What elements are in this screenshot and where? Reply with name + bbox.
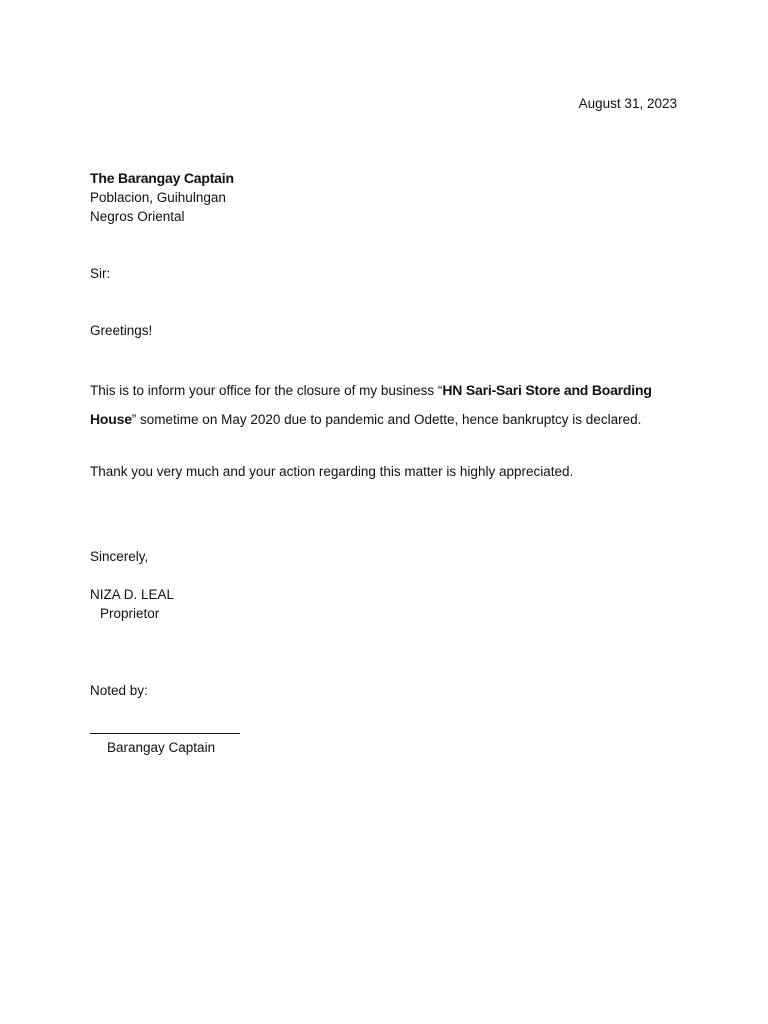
- letter-body-paragraph: [90, 376, 670, 434]
- greeting: Greetings!: [90, 323, 153, 338]
- signature-line: [90, 733, 240, 734]
- signer-role: Proprietor: [100, 606, 160, 621]
- body-text-part1: This is to inform your office for the closure of my business “: [90, 383, 443, 398]
- noter-role: Barangay Captain: [107, 740, 216, 755]
- body-text-part2: ” sometime on May 2020 due to pandemic and Odette, hence bankruptcy is declared.: [131, 412, 642, 427]
- salutation: Sir:: [90, 266, 111, 281]
- closing: Sincerely,: [90, 549, 149, 564]
- noted-by-label: Noted by:: [90, 683, 148, 698]
- recipient-address-line1: Poblacion, Guihulngan: [90, 190, 226, 205]
- recipient-title: The Barangay Captain: [90, 170, 234, 186]
- letter-date: August 31, 2023: [578, 96, 677, 111]
- signer-name: NIZA D. LEAL: [90, 587, 175, 602]
- recipient-address-line2: Negros Oriental: [90, 209, 185, 224]
- business-name: HN Sari-Sari Store and Boarding House: [90, 382, 652, 427]
- thanks-paragraph: Thank you very much and your action regarding this matter is highly appreciated.: [90, 464, 574, 479]
